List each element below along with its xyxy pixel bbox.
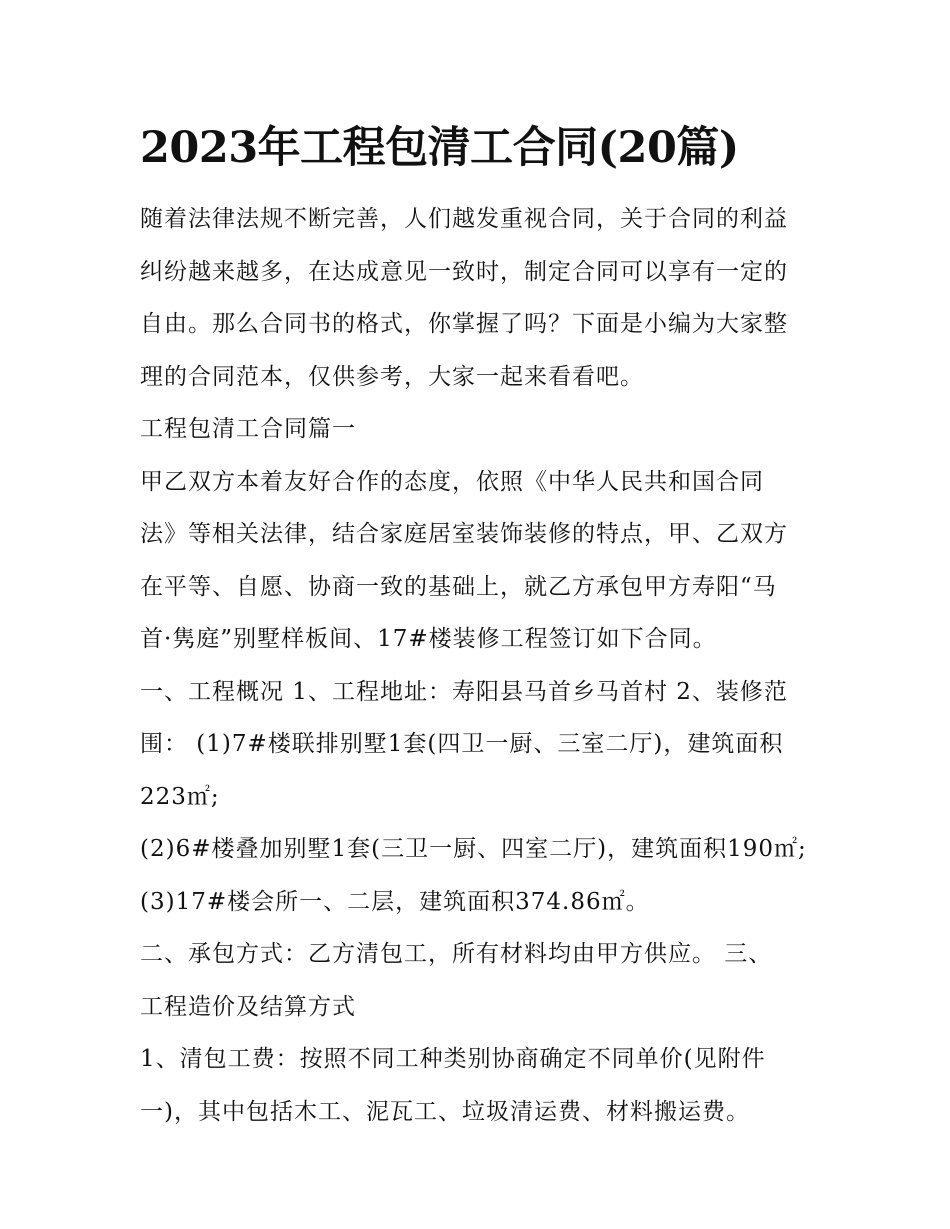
text-line: 法》等相关法律，结合家庭居室装饰装修的特点，甲、乙双方: [140, 521, 788, 547]
text-line: 工程造价及结算方式: [140, 993, 356, 1020]
section-heading: 工程包清工合同篇一: [140, 416, 356, 442]
text-line: 甲乙双方本着友好合作的态度，依照《中华人民共和国合同: [140, 468, 764, 495]
text-line: 223㎡;: [140, 783, 220, 810]
text-line: (2)6#楼叠加别墅1套(三卫一厨、四室二厅)，建筑面积190㎡;: [140, 836, 807, 862]
text-line: (3)17#楼会所一、二层，建筑面积374.86㎡。: [140, 888, 650, 915]
text-line: 围： (1)7#楼联排别墅1套(四卫一厨、三室二厅)，建筑面积: [140, 731, 784, 757]
document-content: [140, 116, 812, 1138]
text-line: 二、承包方式：乙方清包工，所有材料均由甲方供应。 三、: [140, 941, 773, 967]
text-line: 随着法律法规不断完善，人们越发重视合同，关于合同的利益: [140, 206, 788, 232]
text-line: 1、清包工费：按照不同工种类别协商确定不同单价(见附件: [140, 1046, 766, 1072]
text-line: 在平等、自愿、协商一致的基础上，就乙方承包甲方寿阳“马: [140, 573, 777, 600]
document-title: 2023年工程包清工合同(20篇): [140, 123, 739, 173]
text-line: 自由。那么合同书的格式，你掌握了吗？下面是小编为大家整: [140, 311, 788, 337]
text-line: 理的合同范本，仅供参考，大家一起来看看吧。: [140, 363, 644, 390]
text-line: 一、工程概况 1、工程地址：寿阳县马首乡马首村 2、装修范: [140, 678, 788, 705]
text-line: 一)，其中包括木工、泥瓦工、垃圾清运费、材料搬运费。: [140, 1098, 750, 1125]
text-line: 纠纷越来越多，在达成意见一致时，制定合同可以享有一定的: [140, 258, 788, 285]
text-line: 首·隽庭”别墅样板间、17#楼装修工程签订如下合同。: [140, 626, 717, 652]
